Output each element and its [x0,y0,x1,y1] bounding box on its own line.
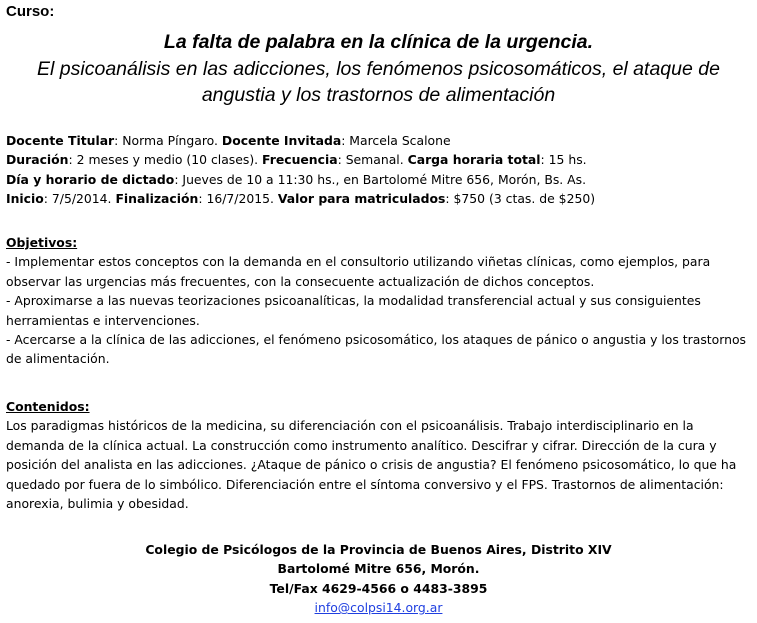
subtitle-line-2: angustia y los trastornos de alimentación [201,84,556,106]
course-subtitle [0,56,757,108]
contenidos-text: Los paradigmas históricos de la medicina, su diferenciación con el psicoanálisis. Trabajo interdisciplinario en la demanda de la clínica actual. La construcción como instrumento analítico. Descifrar y cifrar. Dirección de la cura y posición del analista en las adicciones. ¿Ataque de pánico o crisis de angustia? El fenómeno psicosomático, lo que ha quedado por fuera de lo simbólico. Diferenciación entre el síntoma conversivo y el FPS. Trastornos de alimentación: anorexia, bulimia y obesidad. [6,418,737,512]
subtitle-line-1: El psicoanálisis en las adicciones, los fenómenos psicosomáticos, el ataque de [37,58,720,80]
carga-horaria-value: : 15 hs. [540,152,587,168]
objetivos-heading: Objetivos: [6,235,78,250]
objetivo-item: - Acercarse a la clínica de las adicciones, el fenómeno psicosomático, los ataques de pánico o angustia y los trastornos de alimentación. [6,332,746,367]
frecuencia-label: Frecuencia [262,152,338,168]
objetivo-item: - Aproximarse a las nuevas teorizaciones psicoanalíticas, la modalidad transferencial actual y sus consiguientes herramientas e intervenciones. [6,293,701,328]
docente-invitada-value: : Marcela Scalone [341,133,451,148]
valor-label: Valor para matriculados [277,191,446,207]
contenidos-section [6,397,751,513]
schedule-line [6,170,751,189]
teachers-line [6,131,751,150]
carga-horaria-label: Carga horaria total [407,152,541,168]
footer-address: Bartolomé Mitre 656, Morón. [277,561,480,577]
inicio-value: : 7/5/2014. [43,191,116,207]
dia-horario-label: Día y horario de dictado [6,171,175,187]
duracion-label: Duración [6,152,69,168]
docente-invitada-label: Docente Invitada [221,133,342,148]
footer-contact [0,540,757,618]
footer-org: Colegio de Psicólogos de la Provincia de Buenos Aires, Distrito XIV [145,542,612,557]
dia-horario-value: : Jueves de 10 a 11:30 hs., en Bartolomé Mitre 656, Morón, Bs. As. [174,171,587,187]
finalizacion-value: : 16/7/2015. [198,191,278,207]
course-title: La falta de palabra en la clínica de la urgencia. [163,31,594,53]
footer-email-line [0,598,757,617]
docente-titular-value: : Norma Píngaro. [114,133,222,148]
objetivo-item: - Implementar estos conceptos con la demanda en el consultorio utilizando viñetas clínicas, como ejemplos, para observar las urgencias más frecuentes, con la consecuente actualización de dichos conceptos. [6,254,711,289]
dates-line [6,189,751,208]
duration-line [6,150,751,169]
footer-phone: Tel/Fax 4629-4566 o 4483-3895 [269,580,488,596]
valor-value: : $750 (3 ctas. de $250) [445,191,596,207]
contenidos-heading: Contenidos: [6,399,90,414]
objetivos-section [6,233,751,369]
finalizacion-label: Finalización [115,191,199,207]
inicio-label: Inicio [6,191,44,207]
docente-titular-label: Docente Titular [6,133,115,148]
course-info [6,131,751,209]
frecuencia-value: : Semanal. [337,152,408,168]
course-label: Curso: [6,3,55,20]
duracion-value: : 2 meses y medio (10 clases). [68,152,263,168]
email-link[interactable]: info@colpsi14.org.ar [314,600,443,616]
